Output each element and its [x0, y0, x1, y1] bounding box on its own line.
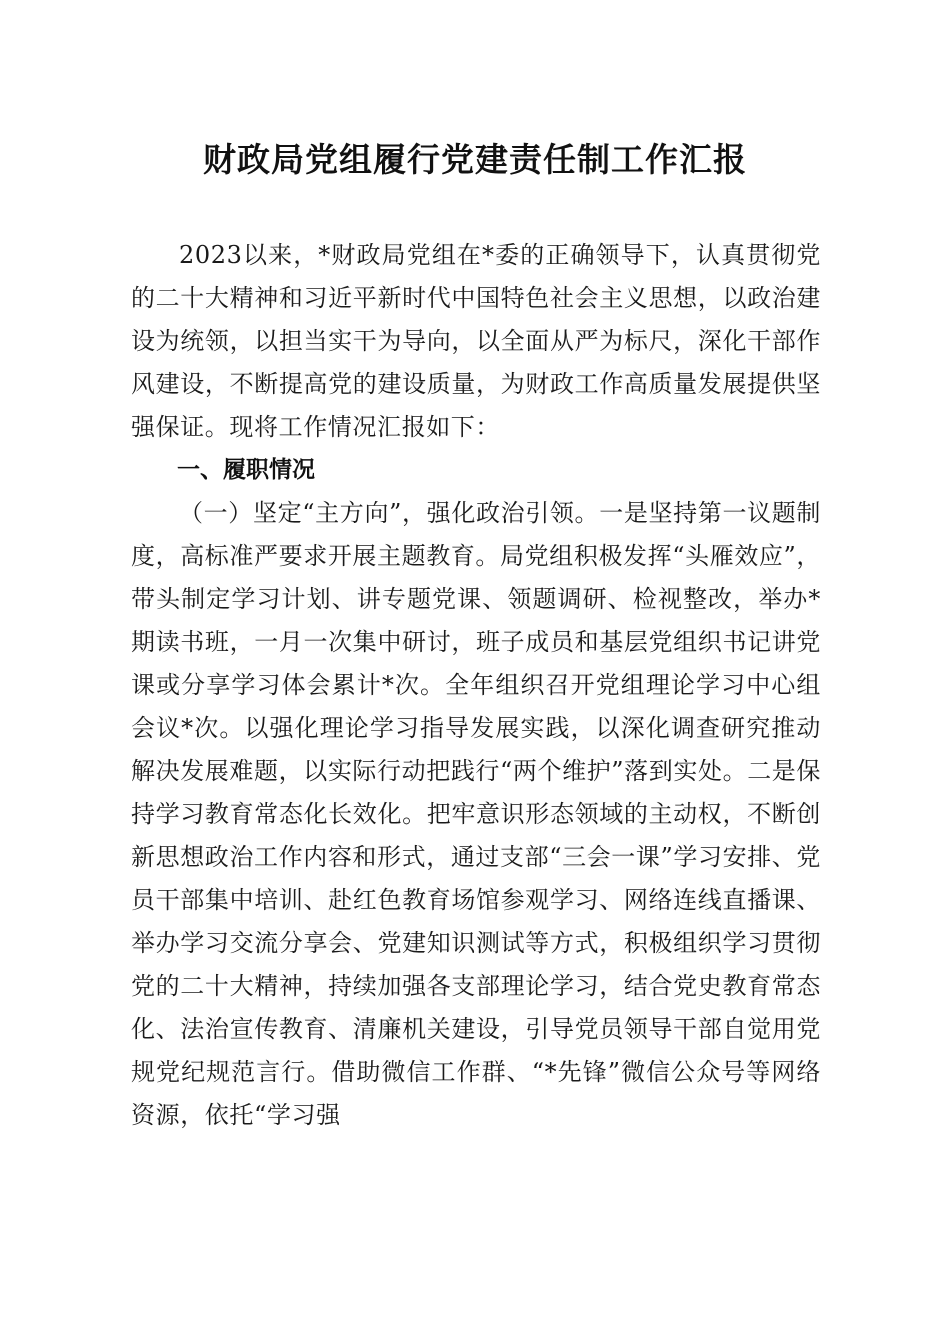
body-paragraph: （一）坚定“主方向”，强化政治引领。一是坚持第一议题制度，高标准严要求开展主题教育。局党组积极发挥“头雁效应”，带头制定学习计划、讲专题党课、领题调研、检视整改，举办*期读书班，一月一次集中研讨，班子成员和基层党组织书记讲党课或分享学习体会累计*次。全年组织召开党组理论学习中心组会议*次。以强化理论学习指导发展实践，以深化调查研究推动解决发展难题，以实际行动把践行“两个维护”落到实处。二是保持学习教育常态化长效化。把牢意识形态领域的主动权，不断创新思想政治工作内容和形式，通过支部“三会一课”学习安排、党员干部集中培训、赴红色教育场馆参观学习、网络连线直播课、举办学习交流分享会、党建知识测试等方式，积极组织学习贯彻党的二十大精神，持续加强各支部理论学习，结合党史教育常态化、法治宣传教育、清廉机关建设，引导党员领导干部自觉用党规党纪规范言行。借助微信工作群、“*先锋”微信公众号等网络资源，依托“学习强	[131, 499, 821, 1129]
document-title: 财政局党组履行党建责任制工作汇报	[203, 140, 747, 179]
intro-paragraph: 2023以来，*财政局党组在*委的正确领导下，认真贯彻党的二十大精神和习近平新时代中国特色社会主义思想，以政治建设为统领，以担当实干为导向，以全面从严为标尺，深化干部作风建设，不断提高党的建设质量，为财政工作高质量发展提供坚强保证。现将工作情况汇报如下：	[131, 241, 821, 441]
section-heading: 一、履职情况	[177, 457, 315, 483]
document-body	[131, 234, 821, 1137]
